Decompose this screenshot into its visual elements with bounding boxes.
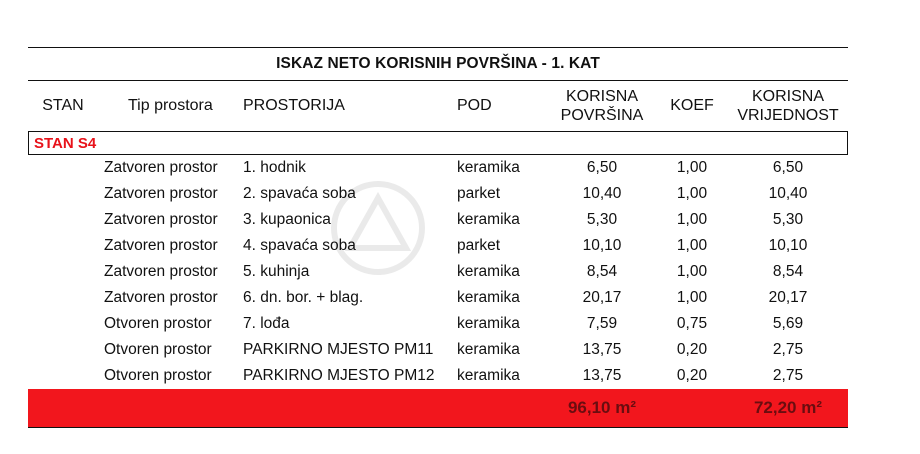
header-stan: STAN	[42, 97, 84, 114]
table-row	[28, 207, 848, 233]
header-korisna-vrijednost	[728, 87, 848, 125]
total-row	[28, 389, 848, 428]
cell-korisna-povrsina: 5,30	[586, 211, 618, 228]
cell-koef: 1,00	[676, 159, 708, 176]
cell-pod: parket	[457, 237, 501, 254]
cell-korisna-povrsina: 10,40	[582, 185, 622, 202]
cell-korisna-vrijednost: 5,69	[772, 315, 804, 332]
cell-tip-prostora: Zatvoren prostor	[104, 237, 218, 254]
cell-pod: keramika	[457, 159, 520, 176]
cell-koef: 0,20	[676, 367, 708, 384]
stan-label-row	[28, 131, 848, 155]
table-title: ISKAZ NETO KORISNIH POVRŠINA - 1. KAT	[28, 47, 848, 81]
cell-koef: 1,00	[676, 237, 708, 254]
header-korisna-povrsina-line1: KORISNA	[565, 88, 638, 105]
table-row	[28, 233, 848, 259]
cell-prostorija: PARKIRNO MJESTO PM12	[243, 367, 435, 384]
cell-tip-prostora: Otvoren prostor	[104, 367, 212, 384]
cell-pod: parket	[457, 185, 501, 202]
cell-korisna-povrsina: 6,50	[586, 159, 618, 176]
cell-koef: 1,00	[676, 289, 708, 306]
table-row	[28, 155, 848, 181]
header-pod: POD	[457, 97, 492, 114]
table-row	[28, 337, 848, 363]
cell-korisna-vrijednost: 10,40	[768, 185, 808, 202]
table-row	[28, 181, 848, 207]
cell-pod: keramika	[457, 315, 520, 332]
header-tip-prostora: Tip prostora	[128, 97, 213, 114]
cell-korisna-povrsina: 20,17	[582, 289, 622, 306]
cell-prostorija: 1. hodnik	[243, 159, 306, 176]
header-korisna-vrijednost-line2: VRIJEDNOST	[737, 107, 839, 124]
cell-korisna-povrsina: 13,75	[582, 367, 622, 384]
cell-korisna-vrijednost: 6,50	[772, 159, 804, 176]
header-koef: KOEF	[670, 97, 714, 114]
cell-korisna-povrsina: 13,75	[582, 341, 622, 358]
header-korisna-povrsina	[543, 87, 661, 125]
header-row	[28, 81, 848, 131]
cell-tip-prostora: Zatvoren prostor	[104, 263, 218, 280]
cell-koef: 1,00	[676, 211, 708, 228]
table-row	[28, 363, 848, 389]
cell-pod: keramika	[457, 211, 520, 228]
cell-korisna-vrijednost: 5,30	[772, 211, 804, 228]
table-row	[28, 285, 848, 311]
cell-korisna-vrijednost: 8,54	[772, 263, 804, 280]
table-row	[28, 259, 848, 285]
header-prostorija: PROSTORIJA	[243, 97, 345, 114]
cell-prostorija: 5. kuhinja	[243, 263, 310, 280]
cell-prostorija: PARKIRNO MJESTO PM11	[243, 341, 434, 358]
cell-korisna-vrijednost: 10,10	[768, 237, 808, 254]
table-body	[28, 155, 848, 389]
cell-koef: 1,00	[676, 263, 708, 280]
cell-pod: keramika	[457, 289, 520, 306]
header-korisna-povrsina-line2: POVRŠINA	[560, 107, 644, 124]
cell-korisna-vrijednost: 2,75	[772, 341, 804, 358]
cell-korisna-povrsina: 10,10	[582, 237, 622, 254]
cell-koef: 0,75	[676, 315, 708, 332]
cell-korisna-povrsina: 7,59	[586, 315, 618, 332]
cell-korisna-vrijednost: 2,75	[772, 367, 804, 384]
area-table	[28, 47, 848, 428]
cell-pod: keramika	[457, 341, 520, 358]
cell-prostorija: 4. spavaća soba	[243, 237, 356, 254]
cell-tip-prostora: Zatvoren prostor	[104, 159, 218, 176]
cell-tip-prostora: Zatvoren prostor	[104, 185, 218, 202]
cell-prostorija: 3. kupaonica	[243, 211, 331, 228]
cell-korisna-vrijednost: 20,17	[768, 289, 808, 306]
cell-prostorija: 2. spavaća soba	[243, 185, 356, 202]
cell-tip-prostora: Otvoren prostor	[104, 341, 212, 358]
cell-tip-prostora: Otvoren prostor	[104, 315, 212, 332]
total-povrsina: 96,10 m²	[567, 398, 637, 417]
cell-koef: 1,00	[676, 185, 708, 202]
cell-koef: 0,20	[676, 341, 708, 358]
total-vrijednost: 72,20 m²	[753, 398, 823, 417]
table-row	[28, 311, 848, 337]
cell-pod: keramika	[457, 367, 520, 384]
cell-pod: keramika	[457, 263, 520, 280]
cell-prostorija: 6. dn. bor. + blag.	[243, 289, 364, 306]
cell-korisna-povrsina: 8,54	[586, 263, 618, 280]
stan-label: STAN S4	[34, 134, 97, 152]
cell-prostorija: 7. lođa	[243, 315, 290, 332]
header-korisna-vrijednost-line1: KORISNA	[751, 88, 824, 105]
cell-tip-prostora: Zatvoren prostor	[104, 211, 218, 228]
cell-tip-prostora: Zatvoren prostor	[104, 289, 218, 306]
